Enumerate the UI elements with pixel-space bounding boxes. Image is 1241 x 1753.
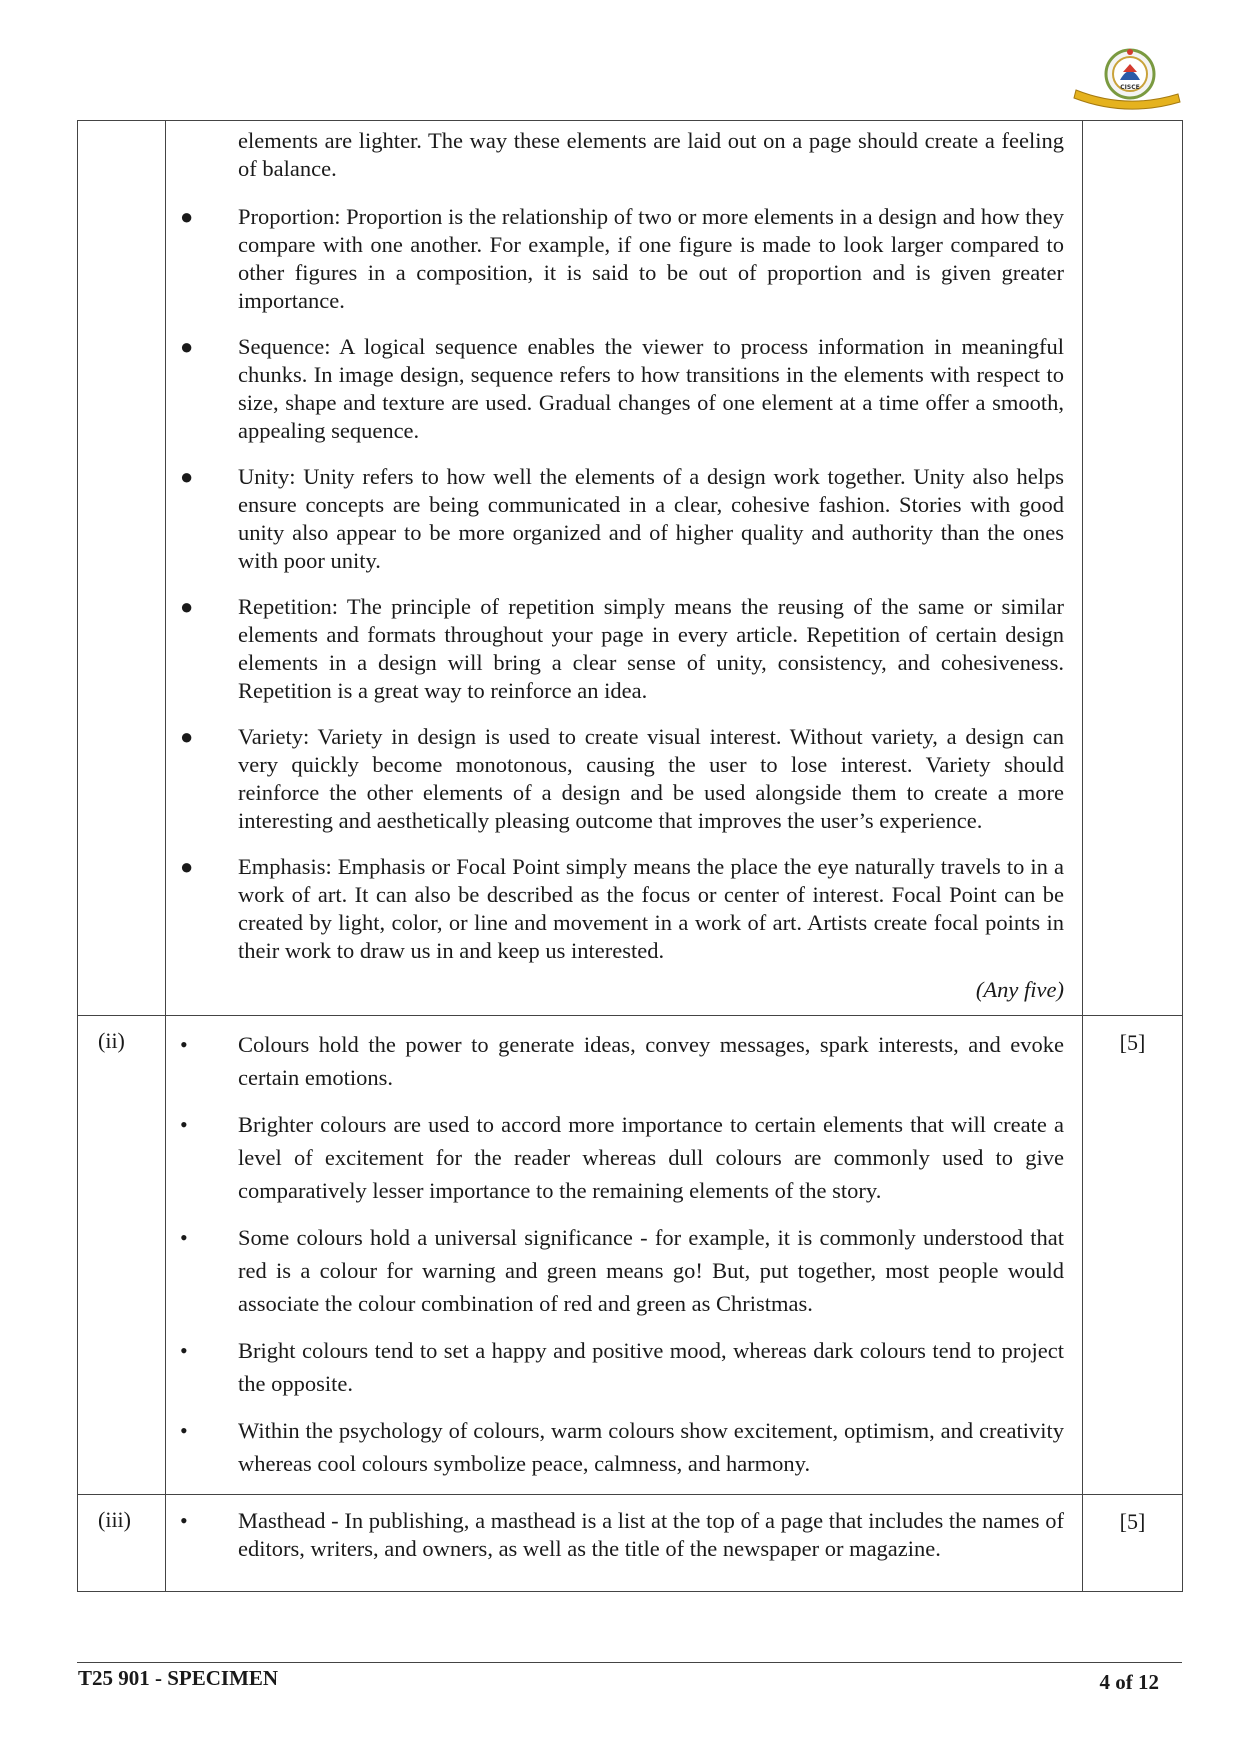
- bullet-icon: ●: [180, 724, 194, 749]
- bullet-icon: ●: [180, 464, 194, 489]
- list-item: • Masthead - In publishing, a masthead is a list at the top of a page that includes the names of editors, writers, and owners, as well as the title of the newspaper or magazine.: [180, 1508, 1064, 1561]
- paper-code: T25 901 - SPECIMEN: [78, 1666, 279, 1690]
- answer-points: [166, 1016, 1082, 1480]
- answer-points: [166, 1495, 1082, 1563]
- bullet-icon: ●: [180, 334, 194, 359]
- list-item: ● Unity: Unity refers to how well the elements of a design work together. Unity also helps ensure concepts are being communicated in a clear, cohesive fashion. Stories with good unity also appear to be more organized and of higher quality and authority than the ones with poor unity.: [180, 464, 1064, 573]
- table-row: [78, 1495, 1183, 1592]
- question-number: [78, 121, 166, 1016]
- bullet-icon: •: [180, 1418, 188, 1443]
- footer-divider: [77, 1662, 1182, 1663]
- bullet-icon: ●: [180, 594, 194, 619]
- bullet-icon: •: [180, 1032, 188, 1057]
- list-item: • Within the psychology of colours, warm colours show excitement, optimism, and creativity whereas cool colours symbolize peace, calmness, and harmony.: [166, 1414, 1064, 1480]
- list-item: ● Sequence: A logical sequence enables the viewer to process information in meaningful chunks. In image design, sequence refers to how transitions in the elements with respect to size, shape and texture are used. Gradual changes of one element at a time offer a smooth, appealing sequence.: [180, 334, 1064, 443]
- list-item: ● Proportion: Proportion is the relationship of two or more elements in a design and how they compare with one another. For example, if one figure is made to look larger compared to other figures in a composition, it is said to be out of proportion and is given greater importance.: [180, 204, 1064, 313]
- list-item: • Brighter colours are used to accord more importance to certain elements that will create a level of excitement for the reader whereas dull colours are commonly used to give comparatively lesser importance to the remaining elements of the story.: [166, 1108, 1064, 1207]
- cisce-logo: [1068, 44, 1184, 122]
- bullet-icon: •: [180, 1338, 188, 1363]
- marks-cell: [5]: [1083, 1495, 1183, 1592]
- marks-cell: [5]: [1083, 1016, 1183, 1495]
- continuation-text: elements are lighter. The way these elements are laid out on a page should create a feeling of balance.: [238, 128, 1064, 181]
- answer-cell: [166, 1495, 1083, 1592]
- question-number: (iii): [78, 1495, 166, 1592]
- list-item: • Some colours hold a universal significance - for example, it is commonly understood that red is a colour for warning and green means go! But, put together, most people would associate the colour combination of red and green as Christmas.: [166, 1221, 1064, 1320]
- list-item: ● Variety: Variety in design is used to create visual interest. Without variety, a design can very quickly become monotonous, causing the user to lose interest. Variety should reinforce the other elements of a design and be used alongside them to create a more interesting and aesthetically pleasing outcome that improves the user’s experience.: [180, 724, 1064, 833]
- answer-cell: [166, 121, 1083, 1016]
- answer-points: [166, 199, 1082, 965]
- question-number: (ii): [78, 1016, 166, 1495]
- bullet-icon: ●: [180, 854, 194, 879]
- svg-text:CISCE: CISCE: [1120, 84, 1140, 91]
- table-row: [78, 1016, 1183, 1495]
- page-number: 4 of 12: [1099, 1670, 1159, 1694]
- bullet-icon: •: [180, 1112, 188, 1137]
- answer-cell: [166, 1016, 1083, 1495]
- bullet-icon: •: [180, 1508, 188, 1533]
- bullet-icon: •: [180, 1225, 188, 1250]
- list-item: • Colours hold the power to generate ideas, convey messages, spark interests, and evoke certain emotions.: [166, 1028, 1064, 1094]
- list-item: ● Repetition: The principle of repetition simply means the reusing of the same or similar elements and formats throughout your page in every article. Repetition of certain design elements in a design will bring a clear sense of unity, consistency, and cohesiveness. Repetition is a great way to reinforce an idea.: [180, 594, 1064, 703]
- list-item: • Bright colours tend to set a happy and positive mood, whereas dark colours tend to project the opposite.: [166, 1334, 1064, 1400]
- marks-cell: [1083, 121, 1183, 1016]
- answer-table: [77, 120, 1183, 1592]
- any-five-note: (Any five): [975, 977, 1064, 1002]
- table-row: [78, 121, 1183, 1016]
- list-item: ● Emphasis: Emphasis or Focal Point simply means the place the eye naturally travels to in a work of art. It can also be described as the focus or center of interest. Focal Point can be created by light, color, or line and movement in a work of art. Artists create focal points in their work to draw us in and keep us interested.: [180, 854, 1064, 963]
- bullet-icon: ●: [180, 204, 194, 229]
